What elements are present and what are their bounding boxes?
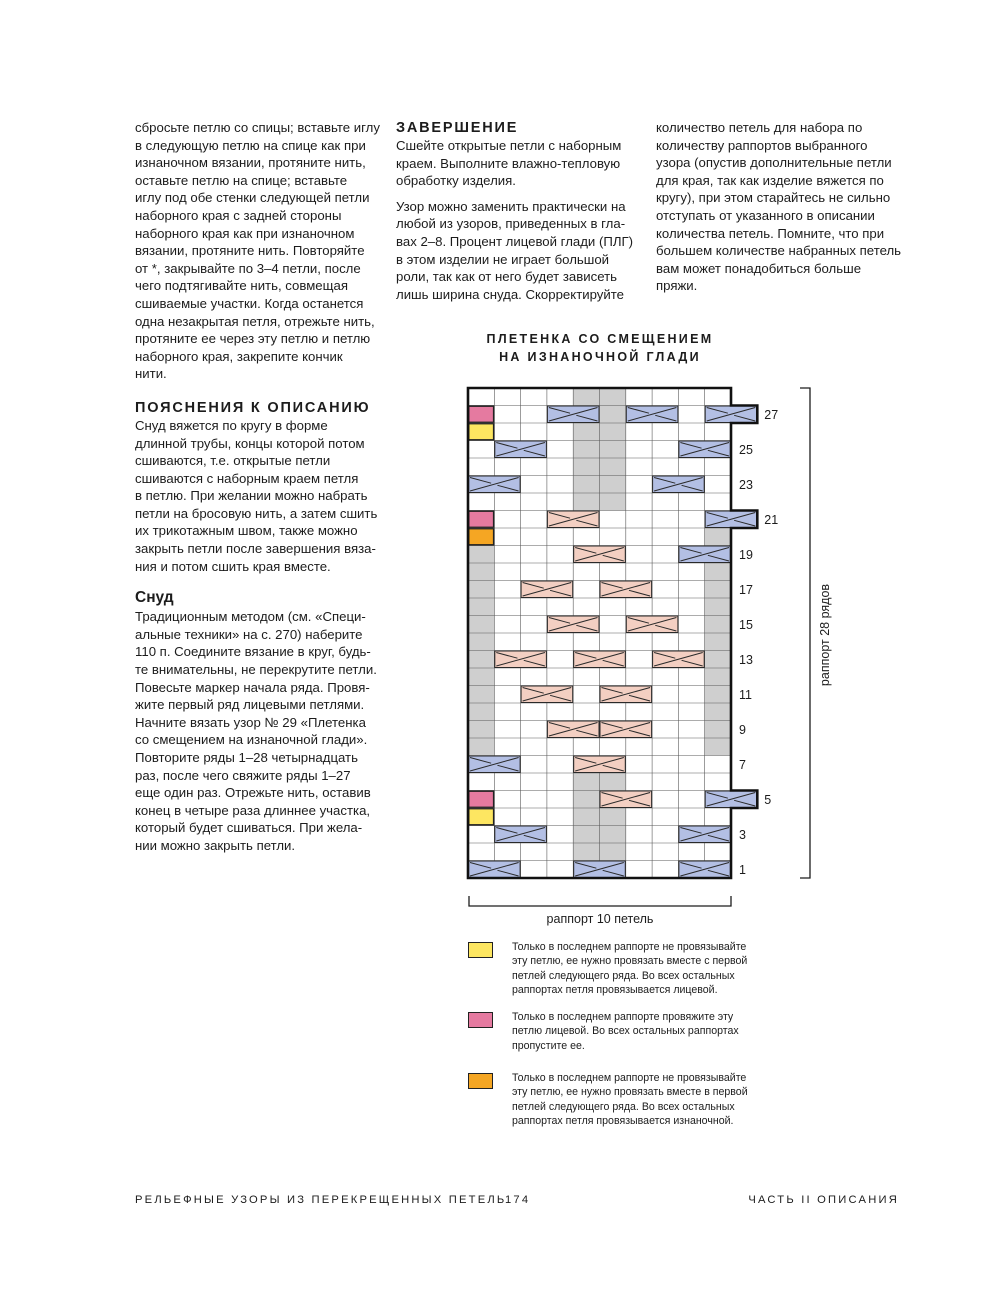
purl-cell (468, 651, 494, 669)
text-line: ния и потом сшить края вместе. (135, 558, 331, 574)
text-line: количеству раппортов выбранного (656, 137, 868, 153)
text-line: от *, закрывайте по 3–4 петли, после (135, 260, 361, 276)
chart-title-line-2: НА ИЗНАНОЧНОЙ ГЛАДИ (499, 350, 701, 364)
special-stitch-cell (469, 791, 494, 808)
purl-cell (573, 826, 599, 844)
text-line: количества петель. Помните, что при (656, 225, 885, 241)
special-stitch-cell (469, 511, 494, 528)
cable-cross-blue (679, 546, 731, 563)
cable-cross-pink (600, 686, 652, 703)
rows-bracket (800, 388, 810, 878)
text-line: любой из узоров, приведенных в гла- (396, 216, 626, 232)
legend-line: эту петлю, ее нужно провязать вместе в первой (512, 1086, 748, 1099)
purl-cell (705, 721, 731, 739)
text-line: Начните вязать узор № 29 «Плетенка (135, 714, 366, 730)
text-line: пряжи. (656, 278, 698, 294)
cable-cross-pink (574, 546, 626, 563)
text-line: Повесьте маркер начала ряда. Провя- (135, 679, 370, 695)
row-number: 9 (739, 723, 746, 737)
purl-cell (468, 686, 494, 704)
legend-line: Только в последнем раппорте не провязывайте (512, 1072, 747, 1084)
text-line: отступать от указанного в описании (656, 207, 875, 223)
cable-cross-blue (469, 476, 521, 493)
text-line: изнаночном вязании, протяните нить, (135, 155, 366, 171)
text-line: Узор можно заменить практически на (396, 198, 626, 214)
text-line: Снуд вяжется по кругу в форме (135, 417, 328, 433)
legend-line: петлей следующего ряда. Во всех остальных (512, 969, 735, 982)
text-line: чего подтягивайте нить, совмещая (135, 278, 348, 294)
legend-text (512, 1071, 762, 1128)
cable-cross-pink (600, 581, 652, 598)
cable-cross-blue (469, 756, 521, 773)
row-number: 1 (739, 863, 746, 877)
text-line: наборного края как при изнаночном (135, 225, 355, 241)
cable-cross-pink (495, 651, 547, 668)
page-number: 174 (505, 1194, 531, 1206)
special-stitch-cell (469, 406, 494, 423)
purl-cell (573, 476, 599, 494)
purl-cell (705, 598, 731, 616)
cable-cross-blue (679, 826, 731, 843)
row-number: 17 (739, 583, 753, 597)
text-line: большем количестве набранных петель (656, 243, 902, 259)
purl-cell (705, 616, 731, 634)
text-line: жите первый ряд лицевыми петлями. (135, 697, 365, 713)
purl-cell (600, 458, 626, 476)
cable-cross-pink (547, 721, 599, 738)
row-number: 23 (739, 478, 753, 492)
text-line: в петлю. При желании можно набрать (135, 488, 368, 504)
purl-cell (705, 703, 731, 721)
text-line: кругу), при этом старайтесь не сильно (656, 190, 891, 206)
purl-cell (705, 563, 731, 581)
purl-cell (468, 546, 494, 564)
purl-cell (468, 563, 494, 581)
purl-cell (705, 633, 731, 651)
purl-cell (705, 738, 731, 756)
text-line: те внимательны, не перекрутите петли. (135, 662, 377, 678)
row-number: 25 (739, 443, 753, 457)
text-line: Традиционным методом (см. «Специ- (135, 609, 366, 625)
special-stitch-cell (469, 809, 494, 826)
text-line: вязании, протяните нить. Повторяйте (135, 243, 365, 259)
purl-cell (468, 668, 494, 686)
yellow-swatch (468, 942, 493, 958)
cable-cross-pink (521, 581, 573, 598)
text-line: Повторите ряды 1–28 четырнадцать (135, 750, 358, 765)
legend-text (512, 1010, 762, 1053)
purl-cell (705, 686, 731, 704)
text-line: сбросьте петлю со спицы; вставьте иглу (135, 120, 380, 135)
text-line: еще один раз. Отрежьте нить, оставив (135, 785, 371, 801)
cable-cross-pink (521, 686, 573, 703)
text-line: в следующую петлю на спице как при (135, 137, 366, 153)
special-stitch-cell (469, 529, 494, 546)
finishing-heading: ЗАВЕРШЕНИЕ (396, 120, 519, 136)
text-line: роли, так как от него будет зависеть (396, 269, 618, 285)
text-line: Сшейте открытые петли с наборным (396, 138, 622, 153)
purl-cell (573, 423, 599, 441)
purl-cell (600, 476, 626, 494)
row-number: 3 (739, 828, 746, 842)
cable-cross-pink (653, 651, 705, 668)
orange-swatch (468, 1073, 493, 1089)
cable-cross-blue (705, 511, 757, 528)
cable-cross-blue (679, 441, 731, 458)
repeat-rows-label: раппорт 28 рядов (818, 583, 832, 687)
text-line: количество петель для набора по (656, 120, 863, 135)
text-line: вах 2–8. Процент лицевой глади (ПЛГ) (396, 233, 634, 249)
cable-cross-blue (705, 791, 757, 808)
purl-cell (705, 528, 731, 546)
text-line: узора (опустив дополнительные петли (656, 155, 892, 171)
purl-cell (573, 808, 599, 826)
cable-cross-blue (495, 826, 547, 843)
row-number: 19 (739, 548, 753, 562)
text-line: лишь ширина снуда. Скорректируйте (396, 286, 624, 302)
text-line: который будет сшиваться. При жела- (135, 820, 363, 836)
purl-cell (600, 441, 626, 459)
footer-part-title: ЧАСТЬ II ОПИСАНИЯ (748, 1194, 899, 1206)
purl-cell (468, 598, 494, 616)
text-line: сшиваются, т.е. открытые петли (135, 453, 331, 469)
snood-heading: Снуд (135, 589, 174, 607)
purl-cell (600, 493, 626, 511)
text-line: нити. (135, 366, 167, 382)
cable-cross-pink (547, 511, 599, 528)
purl-cell (573, 773, 599, 791)
footer-section-title: РЕЛЬЕФНЫЕ УЗОРЫ ИЗ ПЕРЕКРЕЩЕННЫХ ПЕТЕЛЬ (135, 1194, 507, 1206)
row-number: 5 (764, 793, 772, 807)
cable-cross-blue (679, 861, 731, 878)
text-line: альные техники» на с. 270) наберите (135, 626, 363, 642)
text-line: со смещением на изнаночной глади». (135, 732, 368, 748)
legend-line: раппортах петля провязывается лицевой. (512, 983, 718, 996)
text-line: сшиваемые участки. Когда останется (135, 295, 364, 311)
text-line: в этом изделии не играет большой (396, 251, 610, 267)
purl-cell (468, 633, 494, 651)
cable-cross-blue (574, 861, 626, 878)
cable-cross-blue (653, 476, 705, 493)
special-stitch-cell (469, 424, 494, 441)
magenta-swatch (468, 1012, 493, 1028)
cable-cross-pink (574, 756, 626, 773)
purl-cell (468, 721, 494, 739)
text-line: наборного края, закрепите кончик (135, 348, 343, 364)
text-line: конец в четыре раза длиннее участка, (135, 802, 371, 818)
text-line: раз, после чего свяжите ряды 1–27 (135, 767, 351, 783)
text-line: обработку изделия. (396, 173, 516, 189)
text-line: вам может понадобиться больше (656, 260, 862, 276)
cable-cross-blue (547, 406, 599, 423)
purl-cell (573, 843, 599, 861)
purl-cell (600, 826, 626, 844)
purl-cell (705, 651, 731, 669)
text-line: сшиваются с наборным краем петля (135, 470, 359, 486)
purl-cell (573, 791, 599, 809)
text-line: одна незакрытая петля, отрежьте нить, (135, 313, 375, 329)
text-line: петли на бросовую нить, а затем сшить (135, 505, 378, 521)
purl-cell (468, 703, 494, 721)
text-line: иглу под обе стенки следующей петли (135, 190, 370, 206)
row-number: 27 (764, 408, 779, 422)
cable-cross-blue (626, 406, 678, 423)
purl-cell (468, 616, 494, 634)
text-line: закрыть петли после завершения вяза- (135, 541, 376, 557)
legend-line: Только в последнем раппорте провяжите эту (512, 1011, 734, 1023)
text-line: нии можно закрыть петли. (135, 837, 296, 853)
cable-cross-blue (705, 406, 757, 423)
row-number: 11 (739, 688, 752, 702)
purl-cell (573, 441, 599, 459)
purl-cell (600, 808, 626, 826)
text-line: длинной трубы, концы которой потом (135, 435, 365, 451)
purl-cell (468, 581, 494, 599)
cable-cross-pink (547, 616, 599, 633)
text-line: краем. Выполните влажно-тепловую (396, 155, 621, 171)
text-line: наборного края с задней стороны (135, 207, 342, 223)
cable-cross-pink (600, 791, 652, 808)
purl-cell (600, 773, 626, 791)
purl-cell (600, 843, 626, 861)
legend-text (512, 940, 762, 997)
legend-line: Только в последнем раппорте не провязывайте (512, 941, 747, 953)
text-line: их трикотажным швом, также можно (135, 523, 358, 539)
cable-cross-blue (469, 861, 521, 878)
notes-heading: ПОЯСНЕНИЯ К ОПИСАНИЮ (135, 399, 371, 416)
legend-line: эту петлю, ее нужно провязать вместе с первой (512, 955, 748, 968)
legend-line: пропустите ее. (512, 1039, 585, 1052)
cable-cross-pink (574, 651, 626, 668)
text-line: протяните ее через эту петлю и петлю (135, 331, 371, 347)
purl-cell (600, 388, 626, 406)
cable-cross-pink (626, 616, 678, 633)
purl-cell (705, 668, 731, 686)
row-number: 7 (739, 758, 746, 772)
legend-line: петлей следующего ряда. Во всех остальных (512, 1100, 735, 1113)
text-line: 110 п. Соедините вязание в круг, будь- (135, 644, 371, 660)
cable-cross-pink (600, 721, 652, 738)
cable-cross-blue (495, 441, 547, 458)
row-number: 21 (764, 513, 779, 527)
purl-cell (600, 406, 626, 424)
repeat-stitches-label: раппорт 10 петель (546, 912, 654, 926)
purl-cell (600, 423, 626, 441)
purl-cell (573, 458, 599, 476)
row-number: 13 (739, 653, 753, 667)
text-line: оставьте петлю на спице; вставьте (135, 172, 348, 188)
chart-title-line-1: ПЛЕТЕНКА СО СМЕЩЕНИЕМ (486, 332, 714, 346)
legend-line: петлю лицевой. Во всех остальных раппортах (512, 1025, 739, 1038)
purl-cell (468, 738, 494, 756)
row-number: 15 (739, 618, 753, 632)
stitches-bracket (469, 896, 731, 906)
purl-cell (573, 493, 599, 511)
purl-cell (573, 388, 599, 406)
purl-cell (705, 581, 731, 599)
legend-line: раппортах петля провязывается изнаночной. (512, 1114, 734, 1127)
text-line: для края, так как изделие вяжется по (656, 172, 884, 188)
